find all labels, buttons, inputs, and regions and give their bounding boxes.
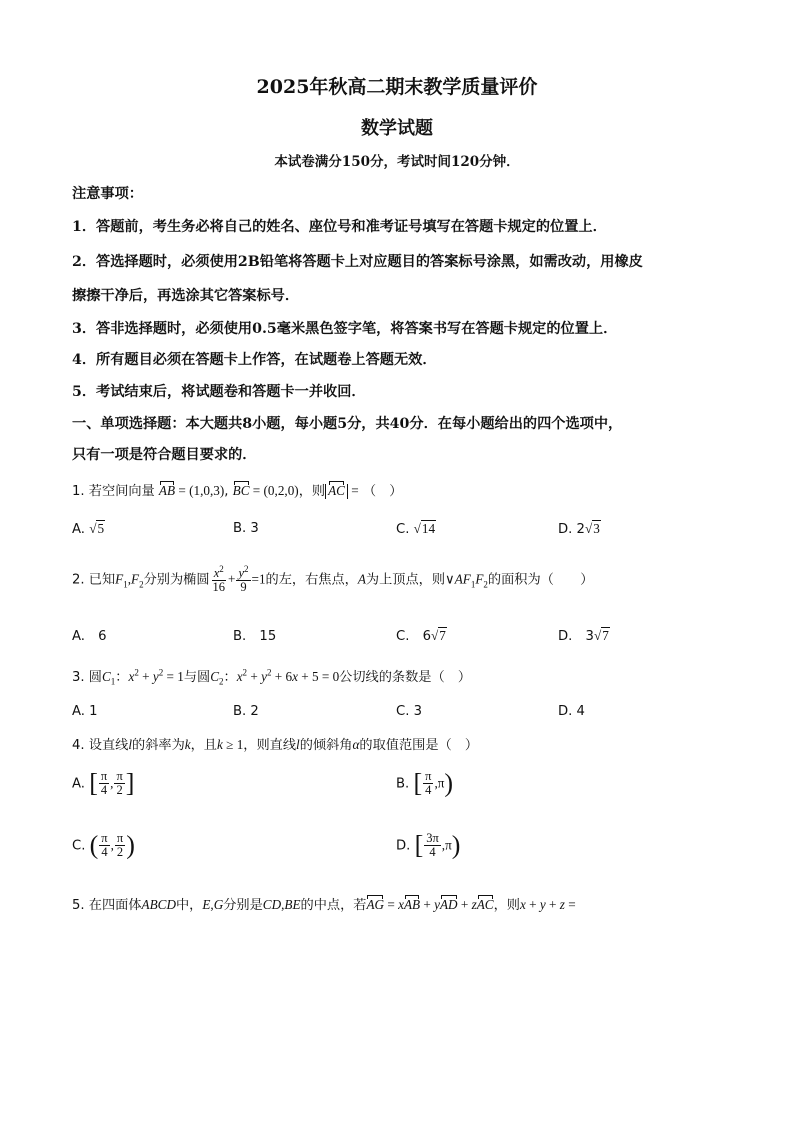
q2-option-a: A. 6: [72, 629, 107, 644]
q4-option-c: C. ( $\frac{\pi}{4}$ , $\frac{\pi}{2}$ ): [72, 830, 135, 860]
question-4: 4. 设直线l的斜率为k，且k ≥ 1，则直线l的倾斜角α的取值范围是（ ）: [72, 737, 479, 753]
q4-option-b: B. [ $\frac{\pi}{4}$ ,π): [396, 768, 454, 798]
vector-ab: AB: [158, 483, 176, 498]
vector-bc: BC: [232, 483, 250, 498]
notes-heading: 注意事项：: [72, 186, 143, 202]
question-5: 5. 在四面体ABCD中，E,G分别是CD,BE的中点，若AG = xAB + yAD + zAC，则x + y + z =: [72, 897, 576, 913]
q4-option-a: A. [ $\frac{\pi}{4}$ , $\frac{\pi}{2}$ ]: [72, 768, 135, 798]
q1-option-d: D. 2√3: [558, 521, 600, 537]
subject-title: 数学试题: [361, 118, 433, 139]
q1-option-b: B. 3: [233, 521, 259, 536]
q1-paren: （ ）: [362, 484, 403, 499]
section1-line1: 一、单项选择题：本大题共8小题，每小题5分，共40分．在每小题给出的四个选项中，: [72, 416, 623, 432]
q4-option-d: D. [ $\frac{3\pi}{4}$ ,π): [396, 830, 461, 860]
q3-option-b: B. 2: [233, 704, 259, 719]
exam-info: 本试卷满分150分，考试时间120分钟．: [274, 154, 520, 170]
abs-ac: AC: [325, 484, 348, 499]
q1-ab-value: (1,0,3): [189, 483, 225, 498]
q1-bc-value: (0,2,0): [263, 483, 299, 498]
q2-option-b: B. 15: [233, 629, 277, 644]
question-2: 2. 已知$F_1,F_2$分别为椭圆 $\frac{x^2}{16}$ + $\frac{y^2}{9}$ =1的左，右焦点，A为上顶点，则$\vee AF_1F_2$的面积为（ ）: [72, 564, 594, 595]
note-4: 4．所有题目必须在答题卡上作答，在试题卷上答题无效．: [72, 352, 437, 368]
question-1: 1. 若空间向量 AB = (1,0,3), BC = (0,2,0)，则 AC = （ ）: [72, 483, 403, 499]
note-1: 1．答题前，考生务必将自己的姓名、座位号和准考证号填写在答题卡规定的位置上．: [72, 219, 607, 235]
q1-prefix: 1. 若空间向量: [72, 484, 155, 499]
q3-option-a: A. 1: [72, 704, 98, 719]
q3-option-c: C. 3: [396, 704, 422, 719]
note-2b: 擦擦干净后，再选涂其它答案标号．: [72, 288, 300, 304]
q2-option-c: C. 6√7: [396, 628, 446, 644]
question-3: 3. 圆$C_1$：$x^2 + y^2 = 1$与圆$C_2$：$x^2 + y^2 + 6x + 5 = 0$公切线的条数是（ ）: [72, 667, 472, 687]
page-title: 2025年秋高二期末教学质量评价: [256, 76, 538, 98]
note-5: 5．考试结束后，将试题卷和答题卡一并收回．: [72, 384, 366, 400]
section1-line2: 只有一项是符合题目要求的．: [72, 447, 257, 463]
q1-suffix: ，则: [298, 484, 326, 499]
q3-option-d: D. 4: [558, 704, 585, 719]
q1-option-a: A. √5: [72, 521, 105, 537]
note-3: 3．答非选择题时，必须使用0.5毫米黑色签字笔，将答案书写在答题卡规定的位置上．: [72, 321, 618, 337]
q1-option-c: C. √14: [396, 521, 436, 537]
note-2a: 2．答选择题时，必须使用2B铅笔将答题卡上对应题目的答案标号涂黑，如需改动，用橡皮: [72, 254, 643, 270]
q2-option-d: D. 3√7: [558, 628, 609, 644]
